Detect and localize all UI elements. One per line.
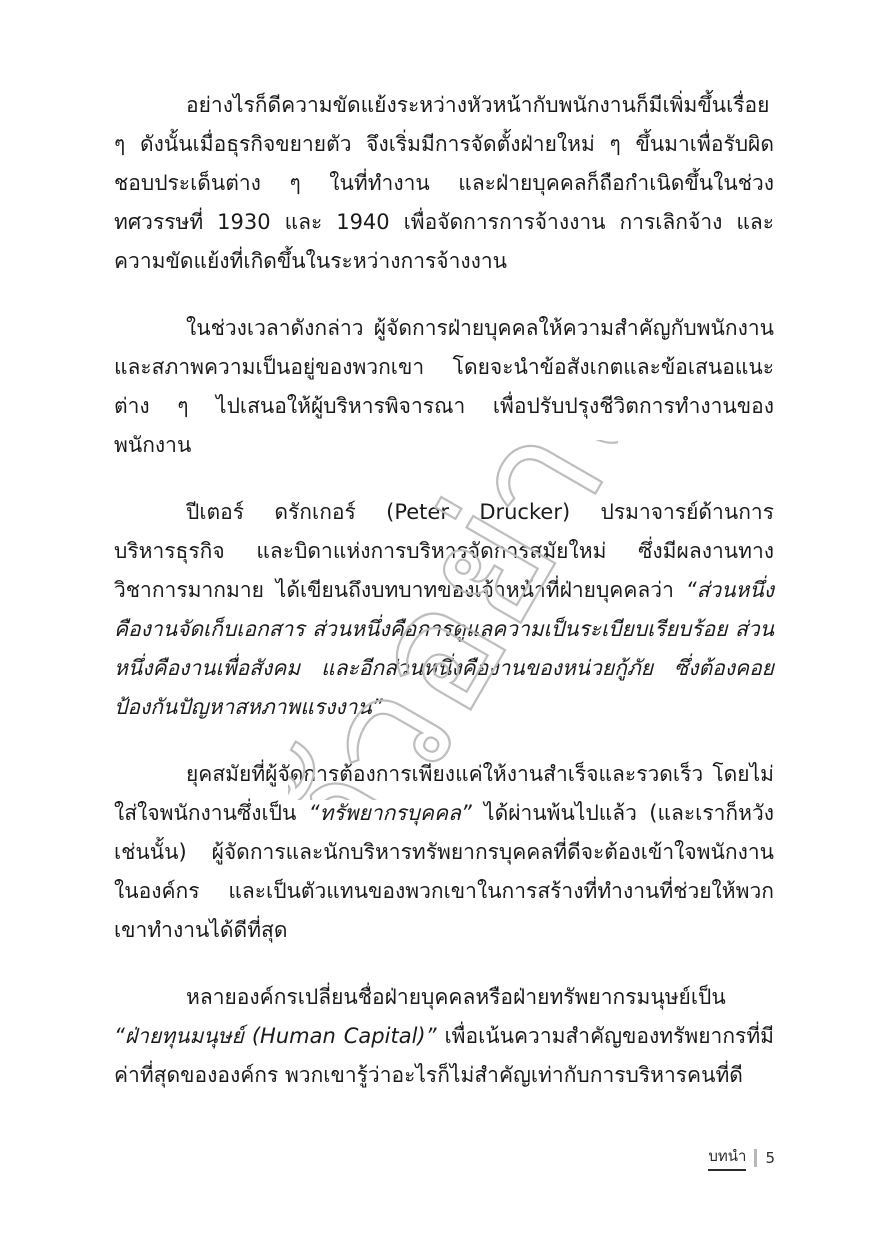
paragraph-2	[114, 309, 774, 465]
text-run: เพื่อเน้นความสำคัญของทรัพยากรที่มีค่าที่สุดขององค์กร พวกเขารู้ว่าอะไรก็ไม่สำคัญเท่ากับการบริหารคนที่ดี	[114, 1024, 775, 1087]
body-text	[114, 86, 774, 1123]
paragraph-4	[114, 755, 774, 950]
quoted-text: “ส่วนหนึ่งคืองานจัดเก็บเอกสาร ส่วนหนึ่งคือการดูแลความเป็นระเบียบเรียบร้อย ส่วนหนึ่งคืองานเพื่อสังคม และอีกส่วนหนึ่งคืองานของหน่วยกู้ภัย ซึ่งต้องคอยป้องกันปัญหาสหภาพแรงงาน”	[114, 578, 774, 719]
text-run: ในช่วงเวลาดังกล่าว ผู้จัดการฝ่ายบุคคลให้ความสำคัญกับพนักงานและสภาพความเป็นอยู่ของพวกเขา โดยจะนำข้อสังเกตและข้อเสนอแนะต่าง ๆ ไปเสนอให้ผู้บริหารพิจารณา เพื่อปรับปรุงชีวิตการทำงานของพนักงาน	[114, 316, 774, 457]
page-number: 5	[765, 1148, 775, 1167]
text-run: ได้ผ่านพ้นไปแล้ว (และเราก็หวังเช่นนั้น) ผู้จัดการและนักบริหารทรัพยากรบุคคลที่ดีจะต้องเข้าใจพนักงานในองค์กร และเป็นตัวแทนของพวกเขาในการสร้างที่ทำงานที่ช่วยให้พวกเขาทำงานได้ดีที่สุด	[114, 801, 774, 942]
text-run: ปีเตอร์ ดรักเกอร์ (Peter Drucker) ปรมาจารย์ด้านการบริหารธุรกิจ และบิดาแห่งการบริหารจัดการสมัยใหม่ ซึ่งมีผลงานทางวิชาการมากมาย ได้เขียนถึงบทบาทของเจ้าหน้าที่ฝ่ายบุคคลว่า	[114, 500, 774, 602]
text-run: อย่างไรก็ดีความขัดแย้งระหว่างหัวหน้ากับพนักงานก็มีเพิ่มขึ้นเรื่อย ๆ ดังนั้นเมื่อธุรกิจขยายตัว จึงเริ่มมีการจัดตั้งฝ่ายใหม่ ๆ ขึ้นมาเพื่อรับผิดชอบประเด็นต่าง ๆ ในที่ทำงาน และฝ่ายบุคคลก็ถือกำเนิดขึ้นในช่วงทศวรรษที่ 1930 และ 1940 เพื่อจัดการการจ้างงาน การเลิกจ้าง และความขัดแย้งที่เกิดขึ้นในระหว่างการจ้างงาน	[114, 93, 774, 273]
quoted-text: “ทรัพยากรบุคคล”	[308, 801, 472, 825]
page-footer	[708, 1144, 775, 1171]
watermark-text: ตัวอย่าง	[288, 440, 618, 800]
paragraph-1	[114, 86, 774, 281]
chapter-label: บทนำ	[708, 1144, 746, 1171]
text-run: หลายองค์กรเปลี่ยนชื่อฝ่ายบุคคลหรือฝ่ายทรัพยากรมนุษย์เป็น	[186, 985, 726, 1009]
text-run: ยุคสมัยที่ผู้จัดการต้องการเพียงแค่ให้งานสำเร็จและรวดเร็ว โดยไม่ใส่ใจพนักงานซึ่งเป็น	[114, 762, 774, 825]
paragraph-5	[114, 978, 774, 1095]
paragraph-3	[114, 493, 774, 727]
footer-divider	[754, 1149, 757, 1167]
quoted-text: “ฝ่ายทุนมนุษย์ (Human Capital)”	[114, 1024, 437, 1048]
